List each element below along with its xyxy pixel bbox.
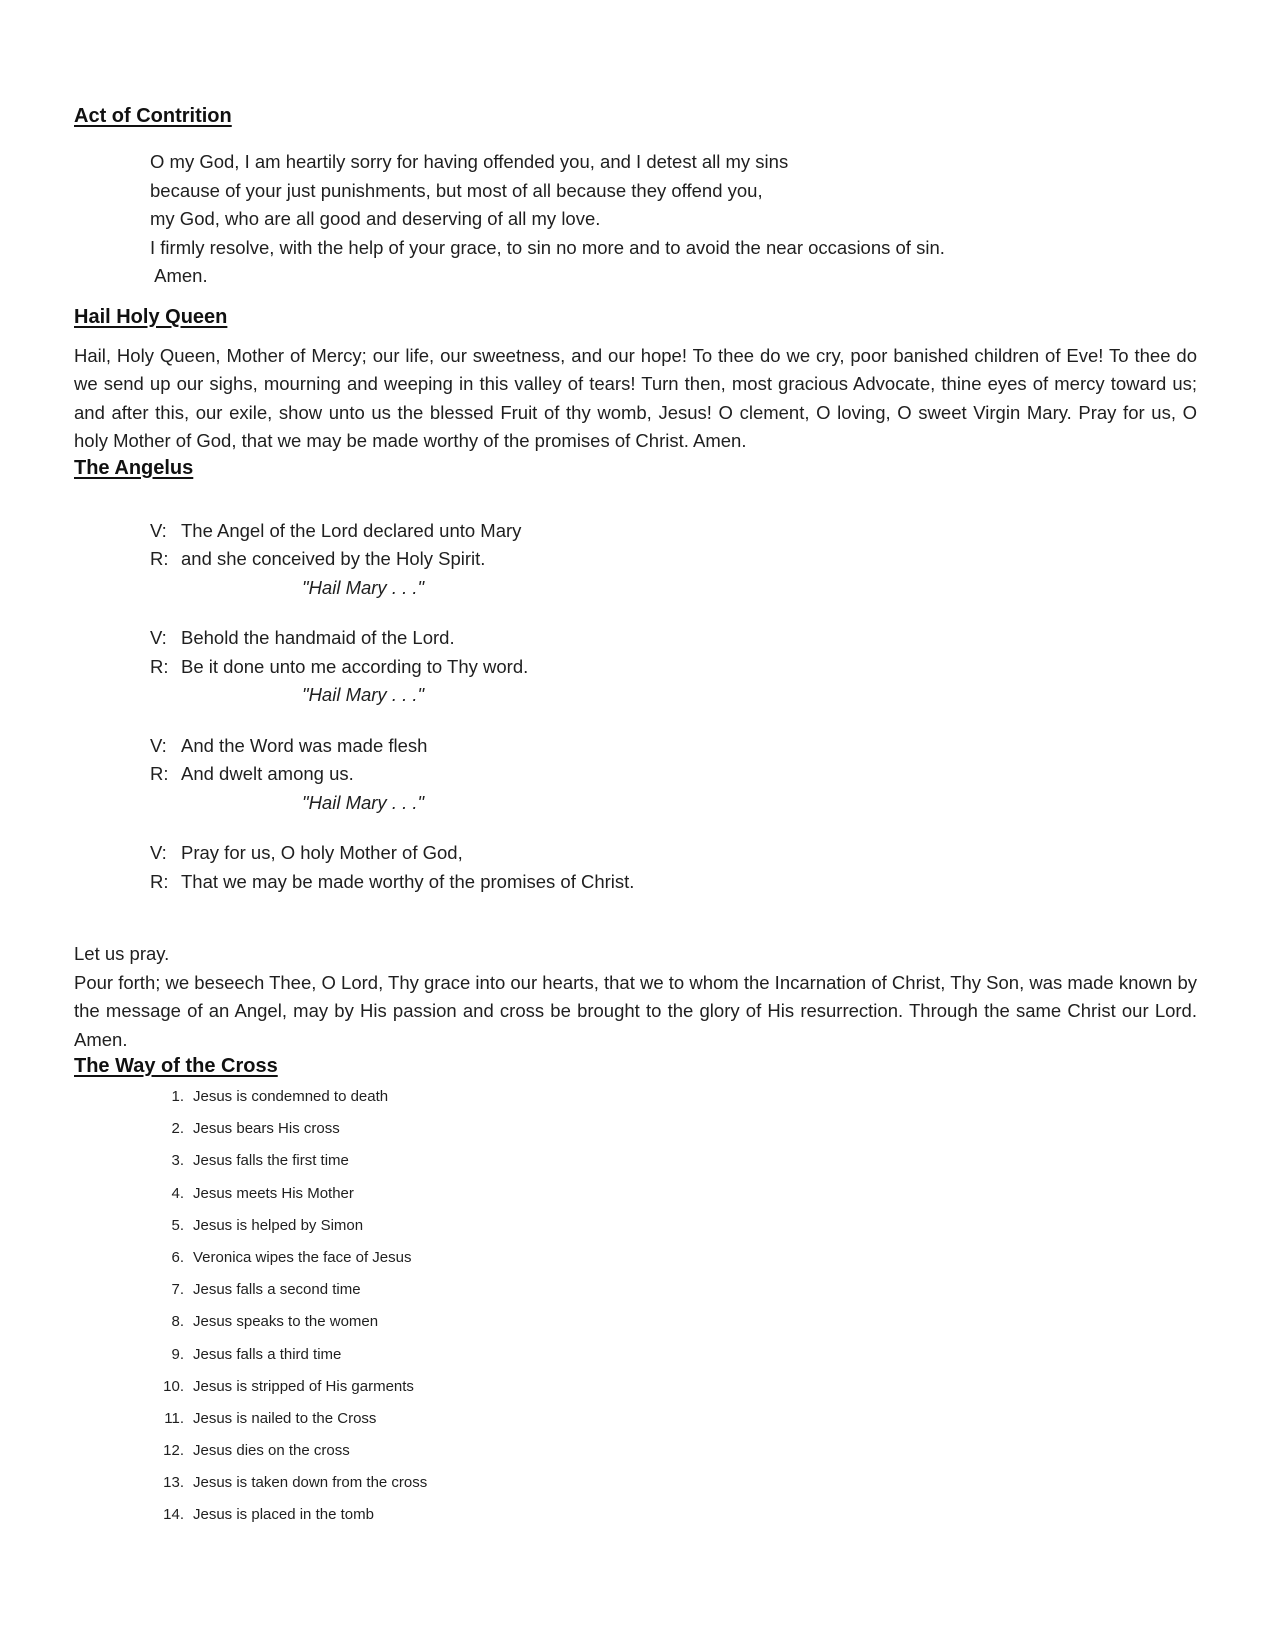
- angelus-versicle-4: [150, 839, 1197, 896]
- response-text: That we may be made worthy of the promises of Christ.: [181, 870, 635, 892]
- stations-list: [74, 1086, 1197, 1537]
- hail-holy-queen-prayer: Hail, Holy Queen, Mother of Mercy; our life, our sweetness, and our hope! To thee do we cry, poor banished children of Eve! To thee do we send up our sighs, mourning and weeping in this valley of tears! Turn then, most gracious Advocate, thine eyes of mercy toward us; and after this, our exile, show unto us the blessed Fruit of thy womb, Jesus! O clement, O loving, O sweet Virgin Mary. Pray for us, O holy Mother of God, that we may be made worthy of the promises of Christ. Amen.: [74, 344, 1197, 451]
- station-number: 2.: [171, 1120, 184, 1138]
- let-us-pray-line: Let us pray.: [74, 943, 170, 964]
- versicle-row: [150, 517, 1197, 546]
- station-item: [74, 1086, 1197, 1118]
- response-row: [150, 760, 1197, 789]
- station-item: [74, 1118, 1197, 1150]
- station-item: [74, 1344, 1197, 1376]
- station-item: [74, 1440, 1197, 1472]
- angelus-versicle-3: [150, 732, 1197, 818]
- versicle-label: V:: [150, 627, 167, 648]
- station-number: 14.: [163, 1506, 184, 1524]
- station-number: 1.: [171, 1088, 184, 1105]
- versicle-text: Behold the handmaid of the Lord.: [181, 627, 455, 648]
- hail-mary-refrain: "Hail Mary . . .": [302, 684, 425, 705]
- hail-mary-refrain: "Hail Mary . . .": [302, 791, 425, 813]
- station-label: Jesus meets His Mother: [193, 1184, 354, 1202]
- station-item: [74, 1376, 1197, 1408]
- prayer-line: because of your just punishments, but most of all because they offend you,: [150, 179, 763, 201]
- station-number: 10.: [163, 1377, 184, 1395]
- station-item: [74, 1183, 1197, 1215]
- station-label: Jesus is condemned to death: [193, 1088, 389, 1105]
- angelus-versicle-1: [150, 517, 1197, 603]
- response-label: R:: [150, 763, 169, 784]
- station-item: [74, 1472, 1197, 1504]
- prayer-line: Amen.: [150, 265, 208, 286]
- station-label: Jesus is placed in the tomb: [193, 1506, 374, 1524]
- pour-forth-prayer: Pour forth; we beseech Thee, O Lord, Thy grace into our hearts, that we to whom the Incarnation of Christ, Thy Son, was made known by the message of an Angel, may by His passion and cross be brought to the glory of His resurrection. Through the same Christ our Lord. Amen.: [74, 971, 1197, 1050]
- station-item: [74, 1150, 1197, 1182]
- station-label: Jesus is stripped of His garments: [193, 1377, 414, 1395]
- station-label: Jesus falls the first time: [193, 1152, 349, 1170]
- station-label: Veronica wipes the face of Jesus: [193, 1248, 412, 1266]
- station-label: Jesus falls a second time: [193, 1281, 361, 1299]
- station-number: 12.: [163, 1442, 184, 1460]
- versicle-row: [150, 839, 1197, 868]
- prayer-line: I firmly resolve, with the help of your grace, to sin no more and to avoid the near occasions of sin.: [150, 236, 945, 258]
- station-item: [74, 1408, 1197, 1440]
- station-number: 5.: [171, 1216, 184, 1234]
- response-row: [150, 545, 1197, 574]
- station-item: [74, 1311, 1197, 1343]
- versicle-row: [150, 732, 1197, 761]
- versicle-text: Pray for us, O holy Mother of God,: [181, 842, 463, 863]
- versicle-text: The Angel of the Lord declared unto Mary: [181, 519, 522, 541]
- response-label: R:: [150, 870, 169, 892]
- response-row: [150, 868, 1197, 897]
- response-row: [150, 653, 1197, 682]
- hail-mary-refrain: "Hail Mary . . .": [302, 576, 425, 598]
- station-number: 7.: [171, 1281, 184, 1299]
- prayer-line: my God, who are all good and deserving of all my love.: [150, 208, 601, 229]
- station-number: 9.: [171, 1345, 184, 1363]
- heading-act-of-contrition: Act of Contrition: [74, 105, 232, 127]
- station-number: 4.: [171, 1184, 184, 1202]
- versicle-label: V:: [150, 519, 167, 541]
- response-text: and she conceived by the Holy Spirit.: [181, 548, 486, 569]
- station-label: Jesus speaks to the women: [193, 1313, 379, 1331]
- station-number: 8.: [171, 1313, 184, 1331]
- heading-way-of-the-cross: The Way of the Cross: [74, 1055, 278, 1077]
- response-text: And dwelt among us.: [181, 763, 354, 784]
- versicle-text: And the Word was made flesh: [181, 734, 428, 756]
- station-label: Jesus bears His cross: [193, 1120, 340, 1138]
- angelus-versicle-2: [150, 624, 1197, 710]
- prayer-line: O my God, I am heartily sorry for having offended you, and I detest all my sins: [150, 151, 789, 172]
- station-label: Jesus is taken down from the cross: [193, 1474, 428, 1492]
- response-text: Be it done unto me according to Thy word.: [181, 655, 529, 677]
- angelus-closing-prayer: [74, 940, 1197, 1054]
- station-label: Jesus falls a third time: [193, 1345, 342, 1363]
- heading-the-angelus: The Angelus: [74, 456, 194, 479]
- station-label: Jesus is helped by Simon: [193, 1216, 364, 1234]
- versicle-label: V:: [150, 842, 167, 863]
- response-label: R:: [150, 548, 169, 569]
- station-item: [74, 1215, 1197, 1247]
- station-number: 3.: [171, 1152, 184, 1170]
- station-item: [74, 1504, 1197, 1536]
- station-label: Jesus is nailed to the Cross: [193, 1409, 377, 1427]
- station-item: [74, 1279, 1197, 1311]
- station-label: Jesus dies on the cross: [193, 1442, 350, 1460]
- station-number: 13.: [163, 1474, 184, 1492]
- station-number: 11.: [164, 1409, 184, 1427]
- response-label: R:: [150, 655, 169, 677]
- station-number: 6.: [171, 1248, 184, 1266]
- versicle-row: [150, 624, 1197, 653]
- versicle-label: V:: [150, 734, 167, 756]
- act-of-contrition-prayer: [150, 148, 1197, 291]
- heading-hail-holy-queen: Hail Holy Queen: [74, 305, 228, 328]
- station-item: [74, 1247, 1197, 1279]
